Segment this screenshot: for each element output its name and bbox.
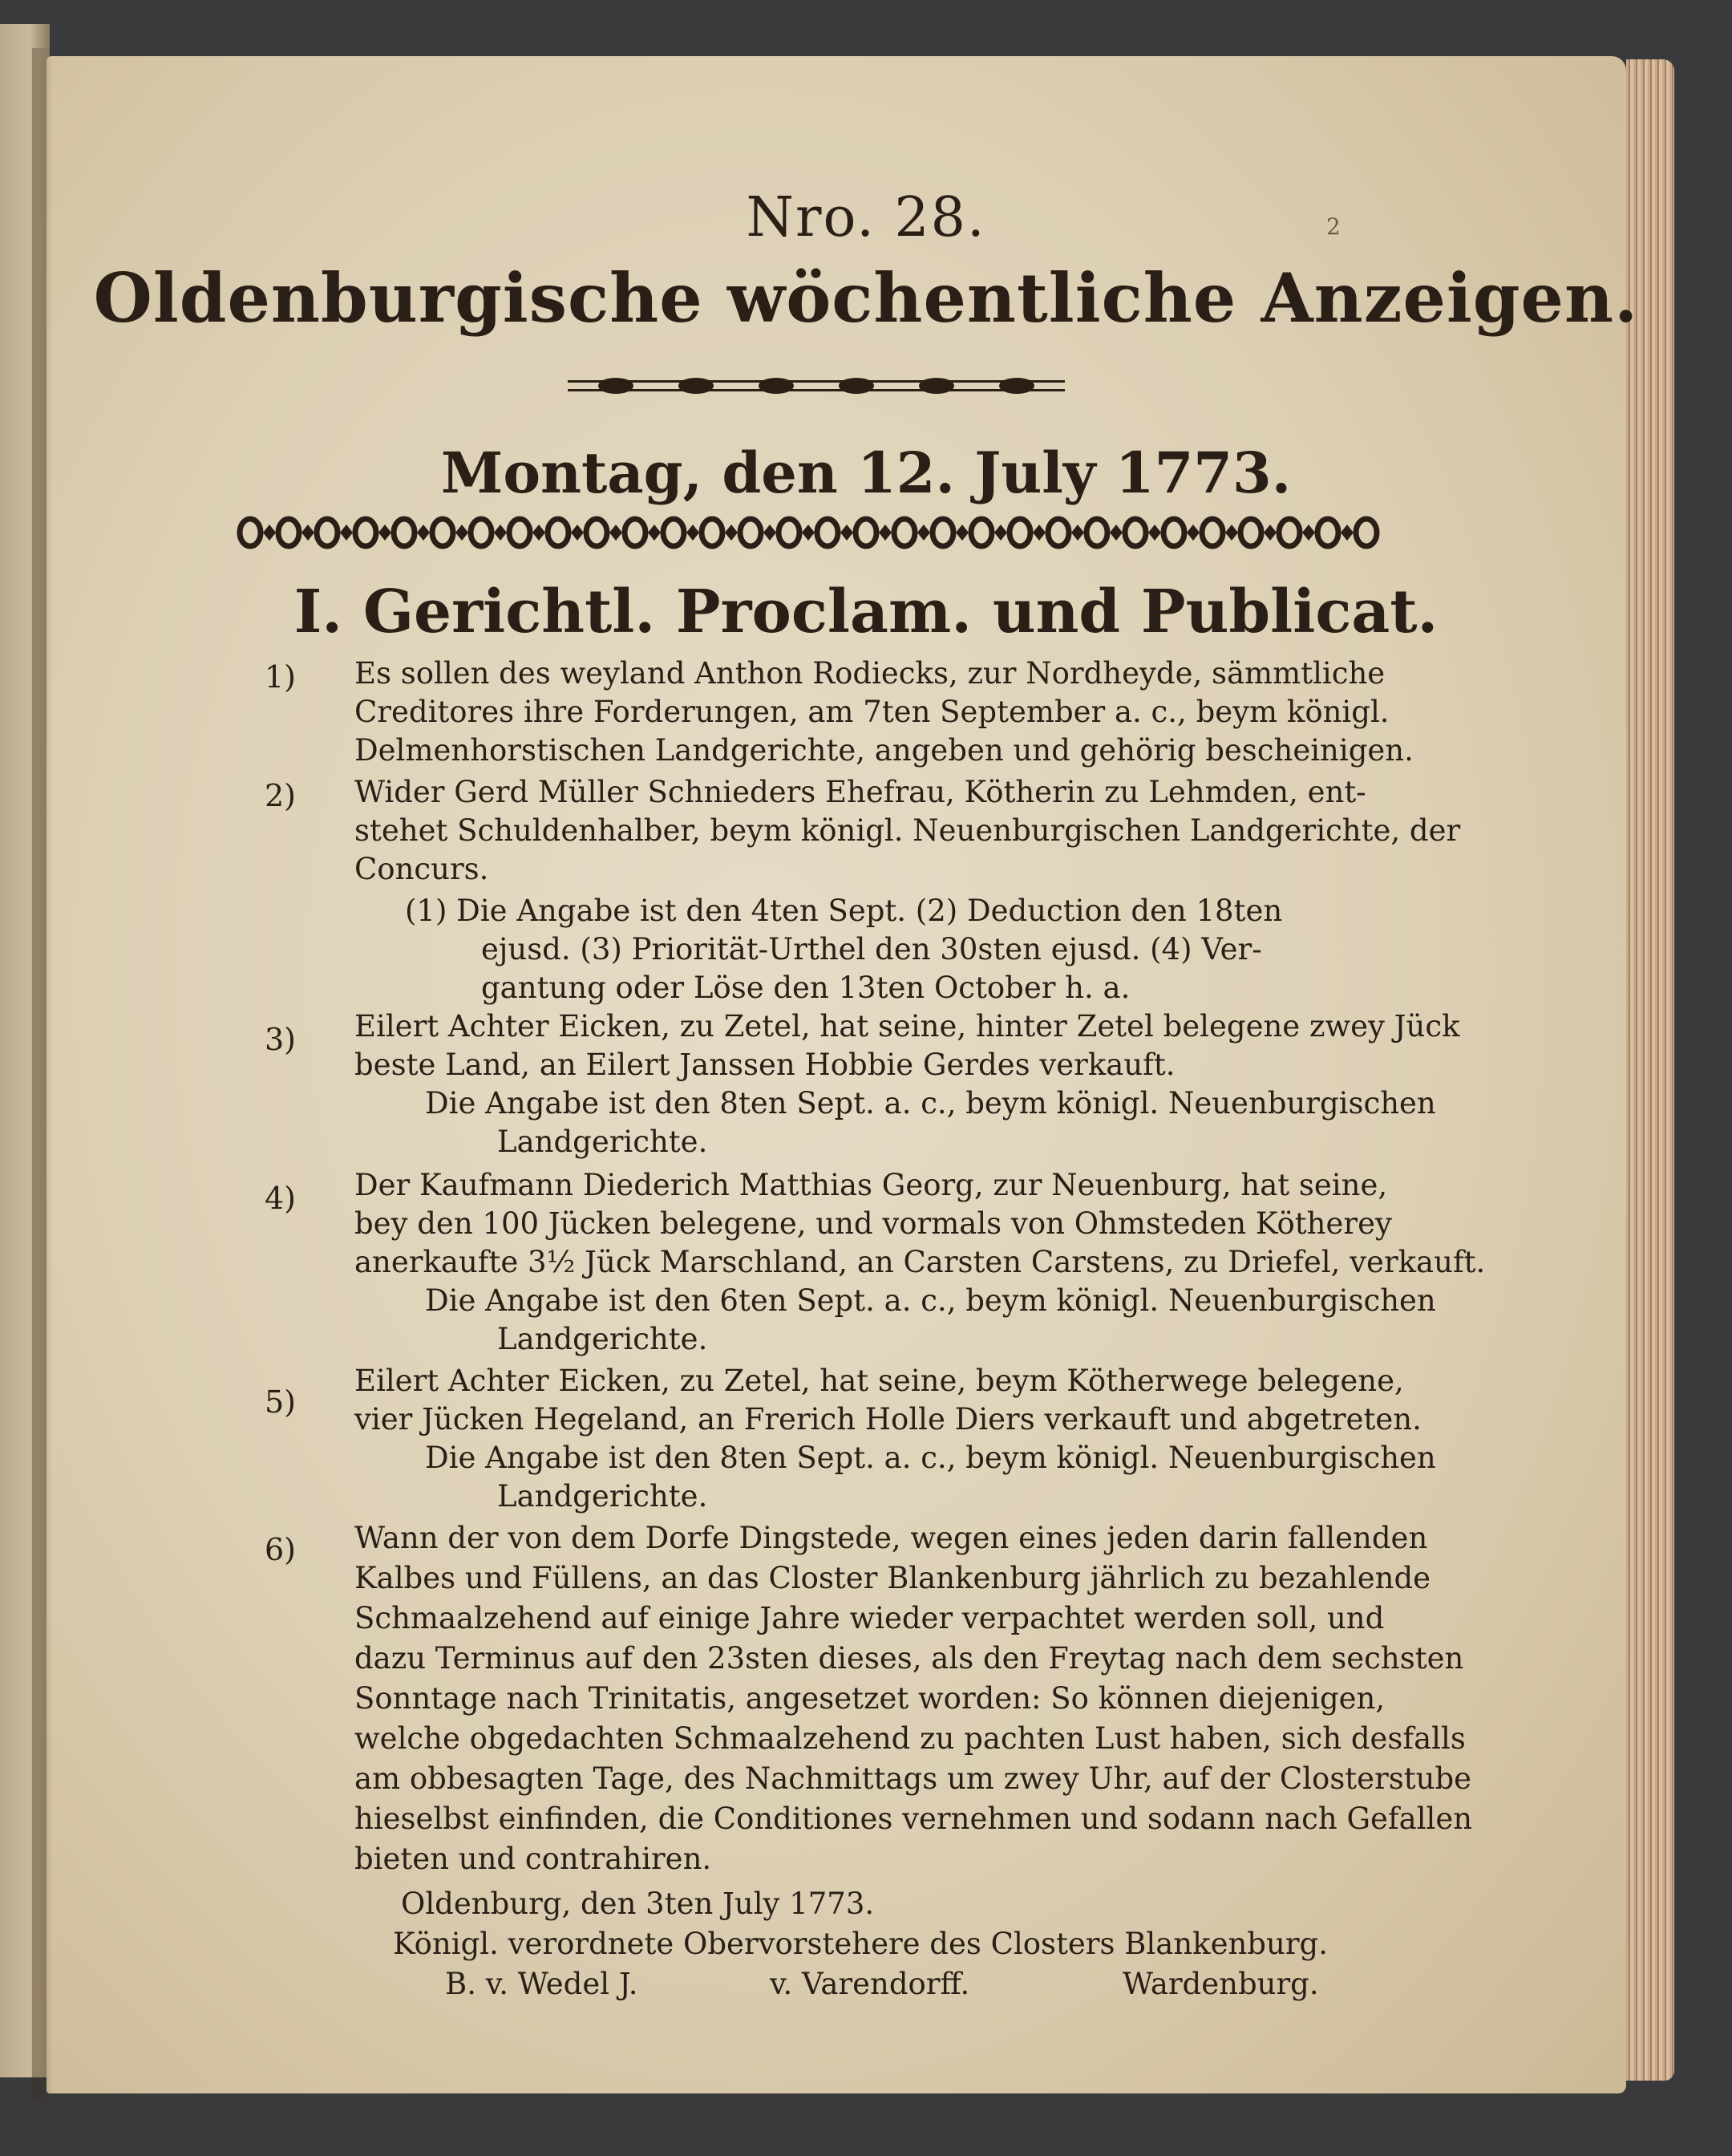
authority-line: Königl. verordnete Obervorstehere des Closters Blankenburg. — [393, 1927, 1328, 1961]
ornament-diamond — [417, 525, 430, 541]
entry-line: Es sollen des weyland Anthon Rodiecks, zur Nordheyde, sämmtliche — [354, 656, 1386, 691]
entry-line: bey den 100 Jücken belegene, und vormals von Ohmsteden Kötherey — [354, 1206, 1392, 1241]
issue-date: Montag, den 12. July 1773. — [440, 440, 1292, 506]
ornament-diamond — [917, 525, 930, 541]
ornament-diamond — [879, 525, 892, 541]
entry-number: 3) — [265, 1022, 297, 1057]
ornament-ring — [625, 519, 645, 546]
entry-line: Landgerichte. — [497, 1322, 708, 1356]
ornament-ring — [1087, 519, 1107, 546]
entry-line: Wider Gerd Müller Schnieders Ehefrau, Kötherin zu Lehmden, ent- — [354, 775, 1366, 809]
entry-line: Kalbes und Füllens, an das Closter Blankenburg jährlich zu bezahlende — [354, 1561, 1431, 1595]
ornament-diamond — [648, 525, 661, 541]
ornament-diamond — [378, 525, 391, 541]
ornament-diamond — [725, 525, 738, 541]
ornament-diamond — [840, 525, 853, 541]
entry-line: Die Angabe ist den 6ten Sept. a. c., beym königl. Neuenburgischen — [425, 1283, 1436, 1318]
ornament-ring — [1356, 519, 1377, 546]
ornament-ring — [779, 519, 799, 546]
ornament-ring — [586, 519, 607, 546]
ornament-ring — [394, 519, 415, 546]
ornament-diamond — [956, 525, 969, 541]
entry-line: Creditores ihre Forderungen, am 7ten September a. c., beym königl. — [354, 695, 1390, 729]
entry-line: beste Land, an Eilert Janssen Hobbie Gerdes verkauft. — [354, 1048, 1176, 1082]
entry-line: Landgerichte. — [497, 1479, 708, 1514]
ornament-diamond — [340, 525, 353, 541]
entry-line: Delmenhorstischen Landgerichte, angeben und gehörig bescheinigen. — [354, 733, 1414, 768]
ornament-ring — [278, 519, 299, 546]
ornament-diamond — [263, 525, 276, 541]
ornament-ring — [1279, 519, 1300, 546]
ornament-diamond — [1110, 525, 1123, 541]
ornament-diamond — [763, 525, 776, 541]
ornament-ring — [355, 519, 376, 546]
ornament-ring — [1240, 519, 1261, 546]
entry-line: Die Angabe ist den 8ten Sept. a. c., beym königl. Neuenburgischen — [425, 1441, 1436, 1475]
ornament-ring — [1010, 519, 1030, 546]
ornament-ring — [971, 519, 992, 546]
entry-number: 1) — [265, 659, 297, 695]
ornament-ring — [240, 519, 261, 546]
ornament-ring — [471, 519, 492, 546]
entry-number: 4) — [265, 1181, 297, 1216]
entry-line: Eilert Achter Eicken, zu Zetel, hat seine, hinter Zetel belegene zwey Jück — [354, 1009, 1460, 1044]
ornament-diamond — [494, 525, 507, 541]
entry-line: welche obgedachten Schmaalzehend zu pachten Lust haben, sich desfalls — [354, 1721, 1466, 1756]
ornament-diamond — [455, 525, 468, 541]
entry-line: ejusd. (3) Priorität-Urthel den 30sten ejusd. (4) Ver- — [481, 932, 1262, 967]
ornament-ring — [702, 519, 722, 546]
entry-line: Der Kaufmann Diederich Matthias Georg, zur Neuenburg, hat seine, — [354, 1168, 1388, 1202]
ornament-ring — [1317, 519, 1338, 546]
entry-number: 5) — [265, 1384, 297, 1420]
ornament-diamond — [802, 525, 815, 541]
ornament-diamond — [1033, 525, 1046, 541]
entry-line: hieselbst einfinden, die Conditiones vernehmen und sodann nach Gefallen — [354, 1801, 1473, 1836]
entry-number: 6) — [265, 1532, 297, 1567]
entry-line: Eilert Achter Eicken, zu Zetel, hat seine, beym Kötherwege belegene, — [354, 1364, 1404, 1398]
ornament-ring — [1163, 519, 1184, 546]
entry-line: gantung oder Löse den 13ten October h. a. — [481, 971, 1131, 1005]
section-title: I. Gerichtl. Proclam. und Publicat. — [293, 578, 1439, 646]
ornament-ring — [740, 519, 761, 546]
ornament-diamond — [686, 525, 699, 541]
decorative-rule — [568, 374, 1065, 398]
ornament-ring — [933, 519, 953, 546]
masthead-title: Oldenburgische wöchentliche Anzeigen. — [93, 258, 1639, 338]
ornament-ring — [894, 519, 915, 546]
ornament-diamond — [994, 525, 1007, 541]
signature-2: v. Varendorff. — [770, 1967, 970, 2001]
ornament-ring — [317, 519, 338, 546]
entry-line: Concurs. — [354, 852, 489, 886]
entry-line: anerkaufte 3½ Jück Marschland, an Carsten Carstens, zu Driefel, verkauft. — [354, 1245, 1486, 1279]
entry-line: am obbesagten Tage, des Nachmittags um zwey Uhr, auf der Closterstube — [354, 1761, 1472, 1796]
signature-3: Wardenburg. — [1123, 1967, 1319, 2001]
ornament-diamond — [1341, 525, 1354, 541]
ornament-ring — [1048, 519, 1069, 546]
signature-1: B. v. Wedel J. — [445, 1967, 638, 2001]
ornament-diamond — [1187, 525, 1200, 541]
entry-line: vier Jücken Hegeland, an Frerich Holle Diers verkauft und abgetreten. — [354, 1402, 1422, 1437]
page-stack-edges — [1626, 59, 1674, 2081]
ornament-diamond — [1264, 525, 1277, 541]
ornament-ring — [663, 519, 684, 546]
ornament-diamond — [532, 525, 545, 541]
entry-line: Sonntage nach Trinitatis, angesetzet worden: So können diejenigen, — [354, 1681, 1386, 1716]
ornament-diamond — [1071, 525, 1084, 541]
entry-line: dazu Terminus auf den 23sten dieses, als den Freytag nach dem sechsten — [354, 1641, 1464, 1676]
entry-line: bieten und contrahiren. — [354, 1842, 712, 1876]
entry-number: 2) — [265, 778, 297, 813]
binding-shadow — [32, 48, 53, 2101]
entry-line: Wann der von dem Dorfe Dingstede, wegen eines jeden darin fallenden — [354, 1521, 1428, 1555]
ornament-diamond — [1225, 525, 1238, 541]
ornament-diamond — [301, 525, 314, 541]
place-date: Oldenburg, den 3ten July 1773. — [401, 1886, 875, 1921]
ornament-diamond — [1148, 525, 1161, 541]
issue-number: Nro. 28. — [746, 186, 986, 249]
ornament-ring — [548, 519, 569, 546]
entry-line: Die Angabe ist den 8ten Sept. a. c., beym königl. Neuenburgischen — [425, 1086, 1436, 1121]
ornament-ring — [817, 519, 838, 546]
ornament-diamond — [571, 525, 584, 541]
entry-line: (1) Die Angabe ist den 4ten Sept. (2) Deduction den 18ten — [405, 894, 1283, 928]
ornament-ring — [856, 519, 876, 546]
ornamental-border — [231, 513, 1389, 552]
ornament-ring — [509, 519, 530, 546]
entry-line: Schmaalzehend auf einige Jahre wieder verpachtet werden soll, und — [354, 1601, 1385, 1635]
ornament-ring — [1125, 519, 1146, 546]
ornament-ring — [1202, 519, 1223, 546]
ornament-diamond — [1302, 525, 1315, 541]
ornament-diamond — [609, 525, 622, 541]
entry-line: Landgerichte. — [497, 1125, 708, 1159]
ornament-ring — [432, 519, 453, 546]
entry-line: stehet Schuldenhalber, beym königl. Neuenburgischen Landgerichte, der — [354, 813, 1461, 848]
page-corner-mark: 2 — [1326, 213, 1341, 240]
